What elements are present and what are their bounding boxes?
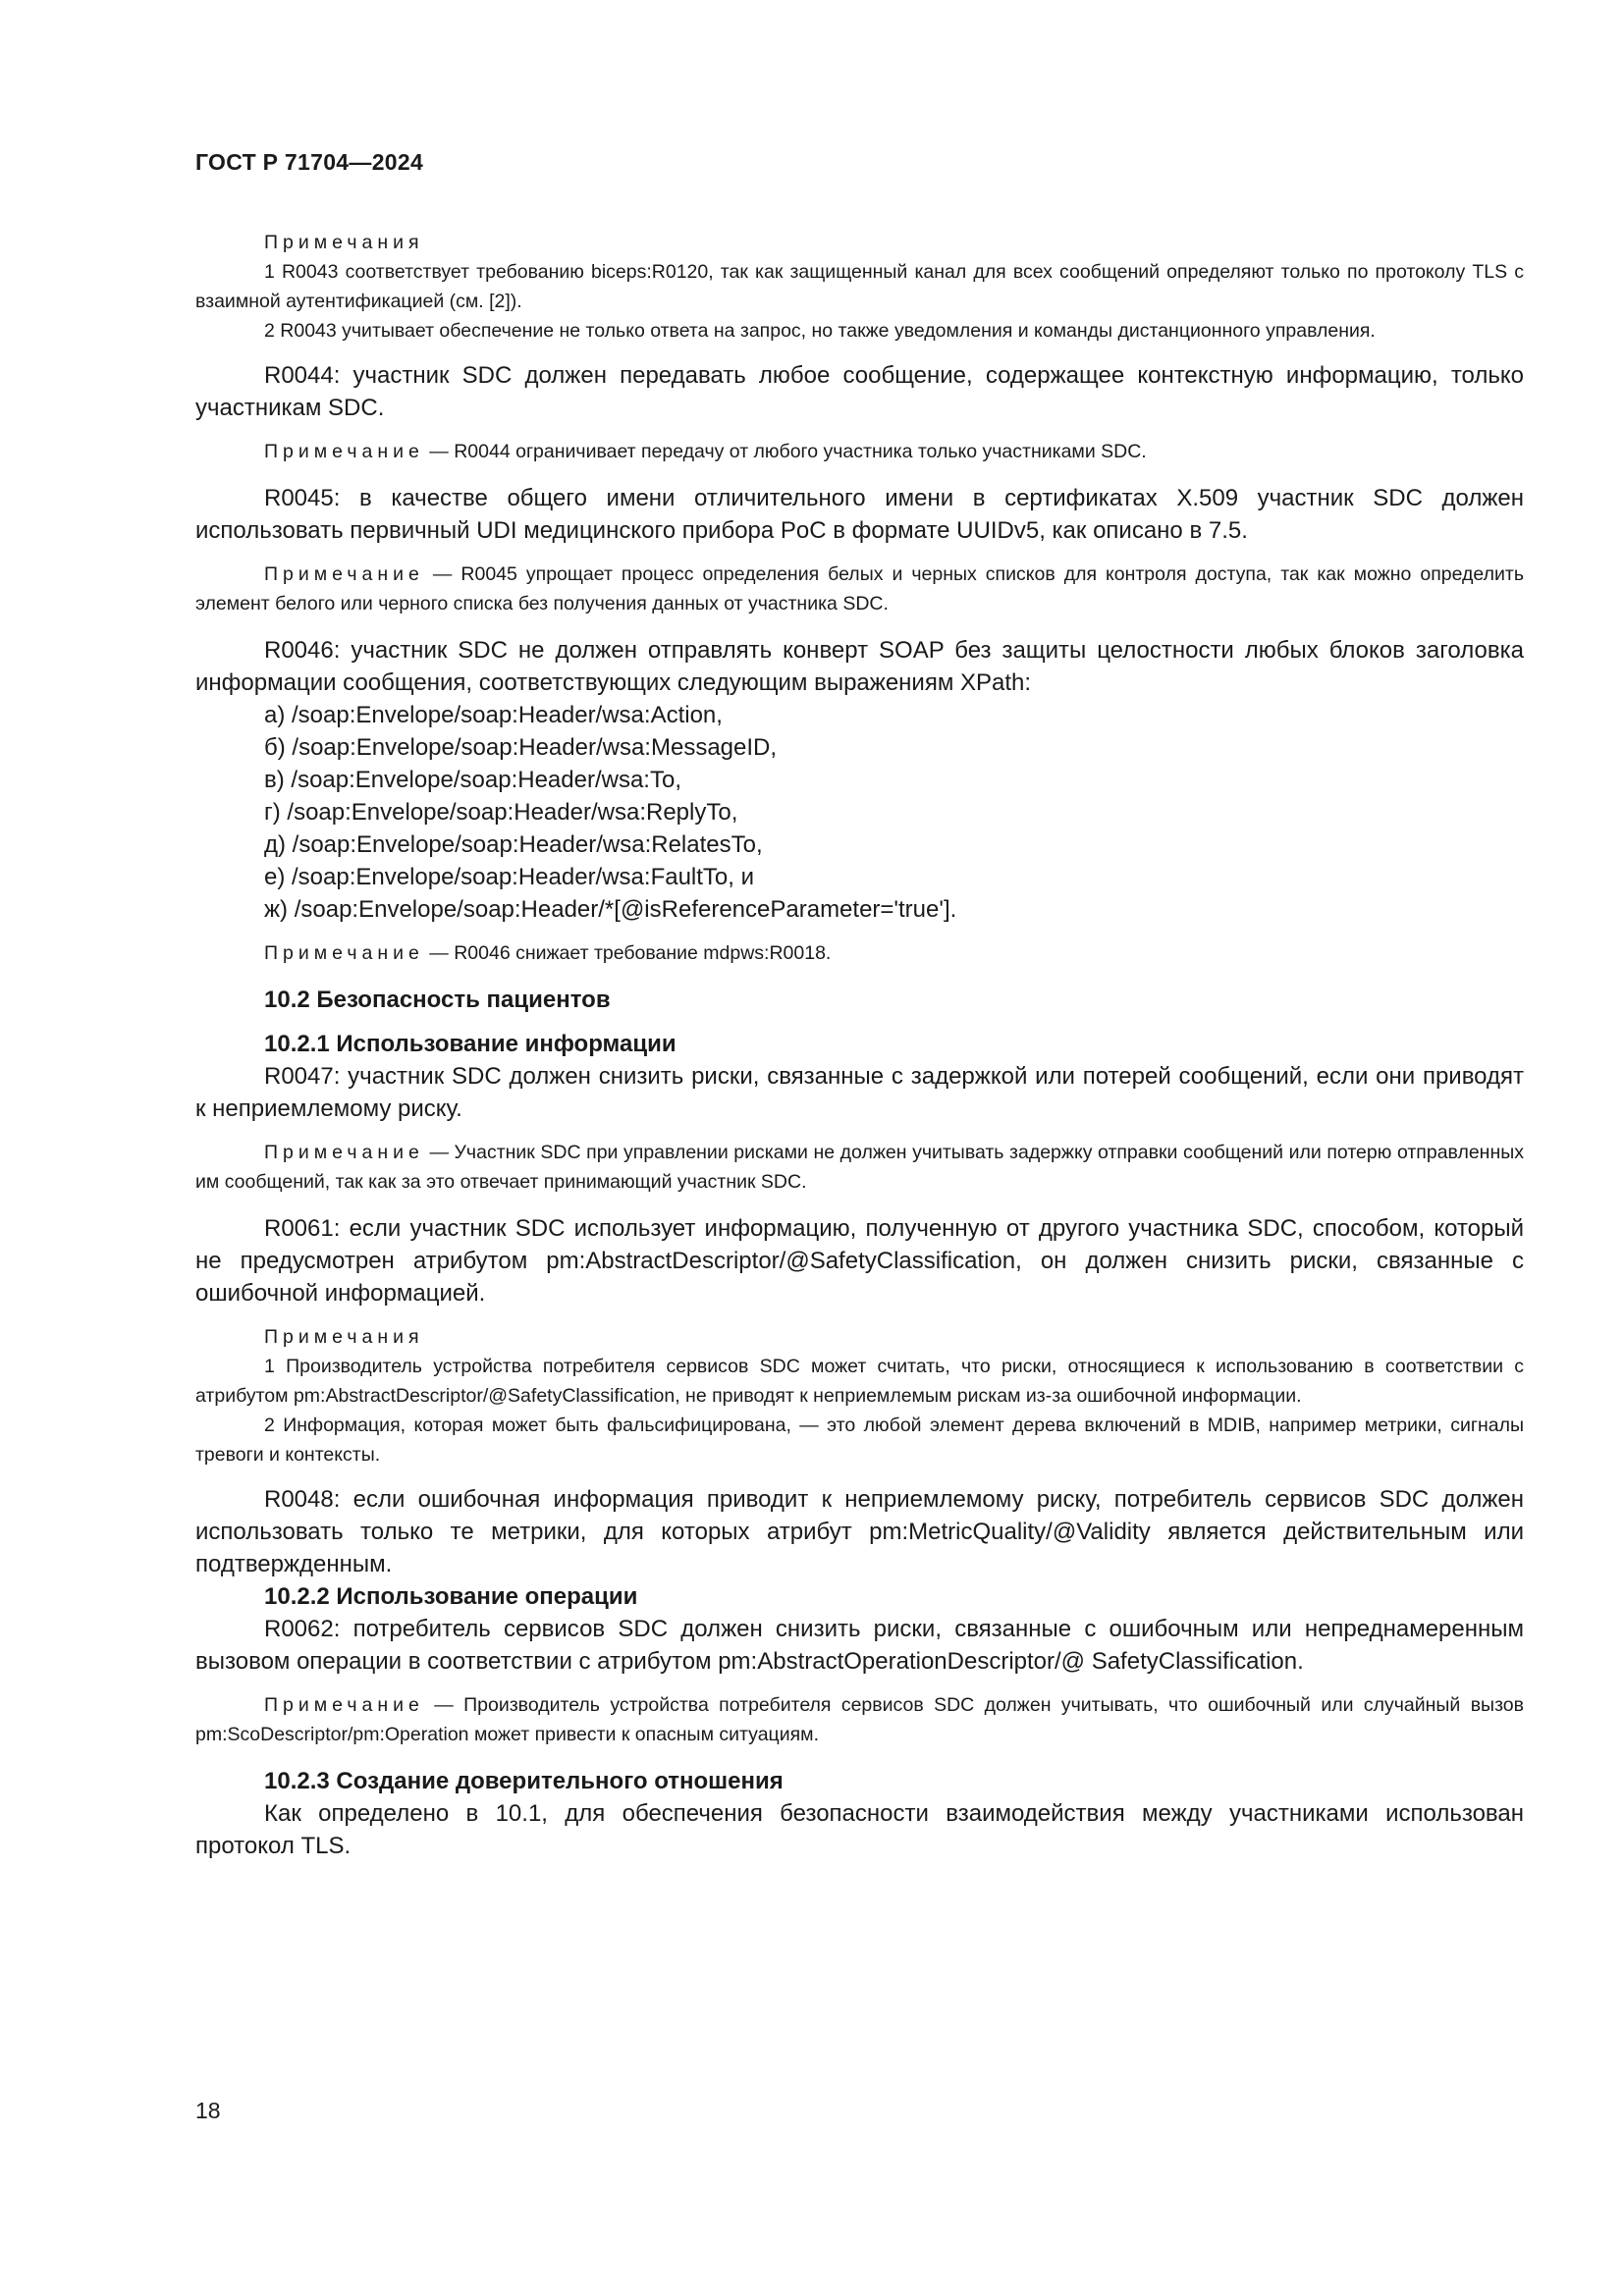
list-item: а) /soap:Envelope/soap:Header/wsa:Action, <box>264 702 723 728</box>
requirement-r0045: R0045: в качестве общего имени отличительного имени в сертификатах X.509 участник SDC должен использовать первичный UDI медицинского прибора PoC в формате UUIDv5, как описано в 7.5. <box>195 485 1524 544</box>
note-r0047 <box>195 1138 1524 1197</box>
list-item: ж) /soap:Envelope/soap:Header/*[@isReferenceParameter='true']. <box>264 896 957 923</box>
section-heading-10-2-1: 10.2.1 Использование информации <box>264 1031 677 1057</box>
requirement-r0044: R0044: участник SDC должен передавать любое сообщение, содержащее контекстную информацию, только участникам SDC. <box>195 362 1524 421</box>
notes-r0061 <box>195 1322 1524 1469</box>
note-text: Производитель устройства потребителя сервисов SDC должен учитывать, что ошибочный или случайный вызов pm:ScoDescriptor/pm:Operation может привести к опасным ситуациям. <box>195 1694 1524 1745</box>
list-item: в) /soap:Envelope/soap:Header/wsa:To, <box>264 767 681 793</box>
note-dash: — <box>423 1142 455 1163</box>
paragraph-10-2-3: Как определено в 10.1, для обеспечения безопасности взаимодействия между участниками использован протокол TLS. <box>195 1800 1524 1859</box>
notes-title: Примечания <box>264 1326 424 1348</box>
list-item: д) /soap:Envelope/soap:Header/wsa:RelatesTo, <box>264 831 763 858</box>
note-label: Примечание <box>264 563 424 585</box>
note-label: Примечание <box>264 1142 424 1163</box>
note-r0045 <box>195 560 1524 618</box>
note-text: R0045 упрощает процесс определения белых и черных списков для контроля доступа, так как можно определить элемент белого или черного списка без получения данных от участника SDC. <box>195 563 1524 614</box>
note-dash: — <box>423 441 455 462</box>
note-dash: — <box>423 563 461 585</box>
list-item: е) /soap:Envelope/soap:Header/wsa:FaultTo, и <box>264 864 755 890</box>
note-r0046 <box>195 938 1524 968</box>
note-text: R0046 снижает требование mdpws:R0018. <box>454 942 832 964</box>
notes-r0043 <box>195 228 1524 346</box>
note-item: 1 Производитель устройства потребителя сервисов SDC может считать, что риски, относящиеся к использованию в соответствии с атрибутом pm:AbstractDescriptor/@SafetyClassification, не приводят к неприемлемым рискам из-за ошибочной информации. <box>195 1356 1524 1407</box>
note-text: R0044 ограничивает передачу от любого участника только участниками SDC. <box>454 441 1147 462</box>
note-label: Примечание <box>264 441 424 462</box>
note-dash: — <box>423 1694 464 1716</box>
requirement-r0048: R0048: если ошибочная информация приводит к неприемлемому риску, потребитель сервисов SDC должен использовать только те метрики, для которых атрибут pm:MetricQuality/@Validity является действительным или подтвержденным. <box>195 1486 1524 1577</box>
note-r0062 <box>195 1690 1524 1749</box>
requirement-r0061: R0061: если участник SDC использует информацию, полученную от другого участника SDC, способом, который не предусмотрен атрибутом pm:AbstractDescriptor/@SafetyClassification, он должен снизить риски, связанные с ошибочной информацией. <box>195 1215 1524 1307</box>
section-heading-10-2-2: 10.2.2 Использование операции <box>264 1583 638 1610</box>
note-item: 1 R0043 соответствует требованию biceps:R0120, так как защищенный канал для всех сообщений определяют только по протоколу TLS с взаимной аутентификацией (см. [2]). <box>195 261 1524 312</box>
notes-title: Примечания <box>264 232 424 253</box>
requirement-r0047: R0047: участник SDC должен снизить риски, связанные с задержкой или потерей сообщений, если они приводят к неприемлемому риску. <box>195 1063 1524 1122</box>
note-r0044 <box>195 437 1524 466</box>
page-number: 18 <box>195 2098 221 2123</box>
document-body <box>195 228 1524 1862</box>
section-heading-10-2: 10.2 Безопасность пациентов <box>264 987 611 1013</box>
document-id-header: ГОСТ Р 71704—2024 <box>195 149 424 175</box>
list-item: б) /soap:Envelope/soap:Header/wsa:MessageID, <box>264 734 778 761</box>
xpath-list <box>195 699 1524 926</box>
note-item: 2 R0043 учитывает обеспечение не только ответа на запрос, но также уведомления и команды дистанционного управления. <box>264 320 1376 342</box>
note-text: Участник SDC при управлении рисками не должен учитывать задержку отправки сообщений или потерю отправленных им сообщений, так как за это отвечает принимающий участник SDC. <box>195 1142 1524 1193</box>
list-item: г) /soap:Envelope/soap:Header/wsa:ReplyTo, <box>264 799 738 826</box>
note-dash: — <box>423 942 455 964</box>
requirement-r0046: R0046: участник SDC не должен отправлять конверт SOAP без защиты целостности любых блоков заголовка информации сообщения, соответствующих следующим выражениям XPath: <box>195 637 1524 696</box>
requirement-r0062: R0062: потребитель сервисов SDC должен снизить риски, связанные с ошибочным или непреднамеренным вызовом операции в соответствии с атрибутом pm:AbstractOperationDescriptor/@ SafetyClassification. <box>195 1616 1524 1675</box>
note-label: Примечание <box>264 942 424 964</box>
note-label: Примечание <box>264 1694 424 1716</box>
note-item: 2 Информация, которая может быть фальсифицирована, — это любой элемент дерева включений в MDIB, например метрики, сигналы тревоги и контексты. <box>195 1415 1524 1466</box>
section-heading-10-2-3: 10.2.3 Создание доверительного отношения <box>264 1768 784 1794</box>
